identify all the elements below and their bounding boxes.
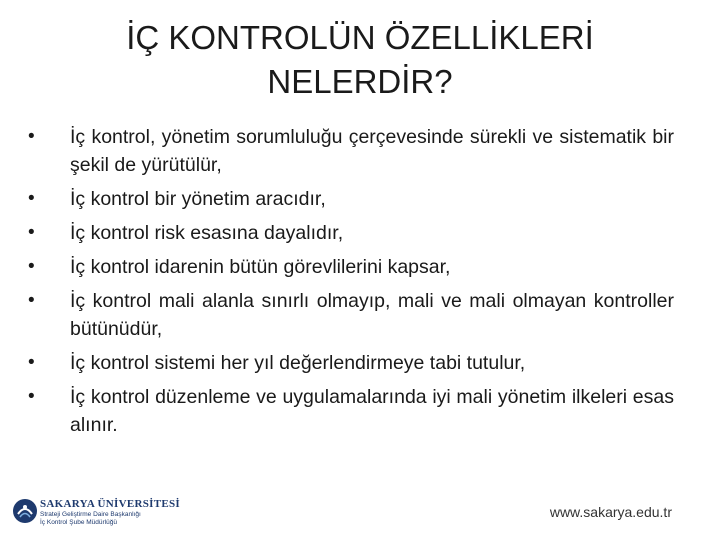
bullet-text: İç kontrol mali alanla sınırlı olmayıp, mali ve mali olmayan kontroller bütünüdür,	[70, 290, 674, 340]
bullet-icon: •	[28, 256, 35, 277]
bullet-text: İç kontrol düzenleme ve uygulamalarında iyi mali yönetim ilkeleri esas alınır.	[70, 386, 674, 436]
bullet-icon: •	[28, 222, 35, 243]
slide-title-line-1: İÇ KONTROLÜN ÖZELLİKLERİ	[126, 19, 594, 56]
logo-name: SAKARYA ÜNİVERSİTESİ	[40, 498, 181, 510]
bullet-icon: •	[28, 386, 35, 407]
bullet-item	[28, 185, 674, 213]
bullet-item	[28, 123, 674, 179]
bullet-item	[28, 219, 674, 247]
slide-title-line-2: NELERDİR?	[267, 63, 453, 100]
bullet-item	[28, 383, 674, 439]
university-emblem-icon	[12, 498, 38, 524]
bullet-icon: •	[28, 188, 35, 209]
bullet-icon: •	[28, 126, 35, 147]
bullet-text: İç kontrol, yönetim sorumluluğu çerçevesinde sürekli ve sistematik bir şekil de yürütülür,	[70, 126, 674, 176]
university-logo	[12, 494, 182, 530]
bullet-text: İç kontrol idarenin bütün görevlilerini kapsar,	[70, 256, 451, 278]
bullet-item	[28, 349, 674, 377]
website-url: www.sakarya.edu.tr	[549, 504, 672, 520]
bullet-text: İç kontrol bir yönetim aracıdır,	[70, 188, 326, 210]
logo-department: Strateji Geliştirme Daire Başkanlığı	[40, 511, 141, 518]
bullet-icon: •	[28, 290, 35, 311]
bullet-item	[28, 253, 674, 281]
logo-unit: İç Kontrol Şube Müdürlüğü	[40, 519, 117, 526]
bullet-text: İç kontrol risk esasına dayalıdır,	[70, 222, 344, 244]
bullet-list	[28, 123, 674, 439]
bullet-text: İç kontrol sistemi her yıl değerlendirmeye tabi tutulur,	[70, 352, 526, 374]
bullet-icon: •	[28, 352, 35, 373]
slide-title	[70, 16, 650, 104]
bullet-item	[28, 287, 674, 343]
